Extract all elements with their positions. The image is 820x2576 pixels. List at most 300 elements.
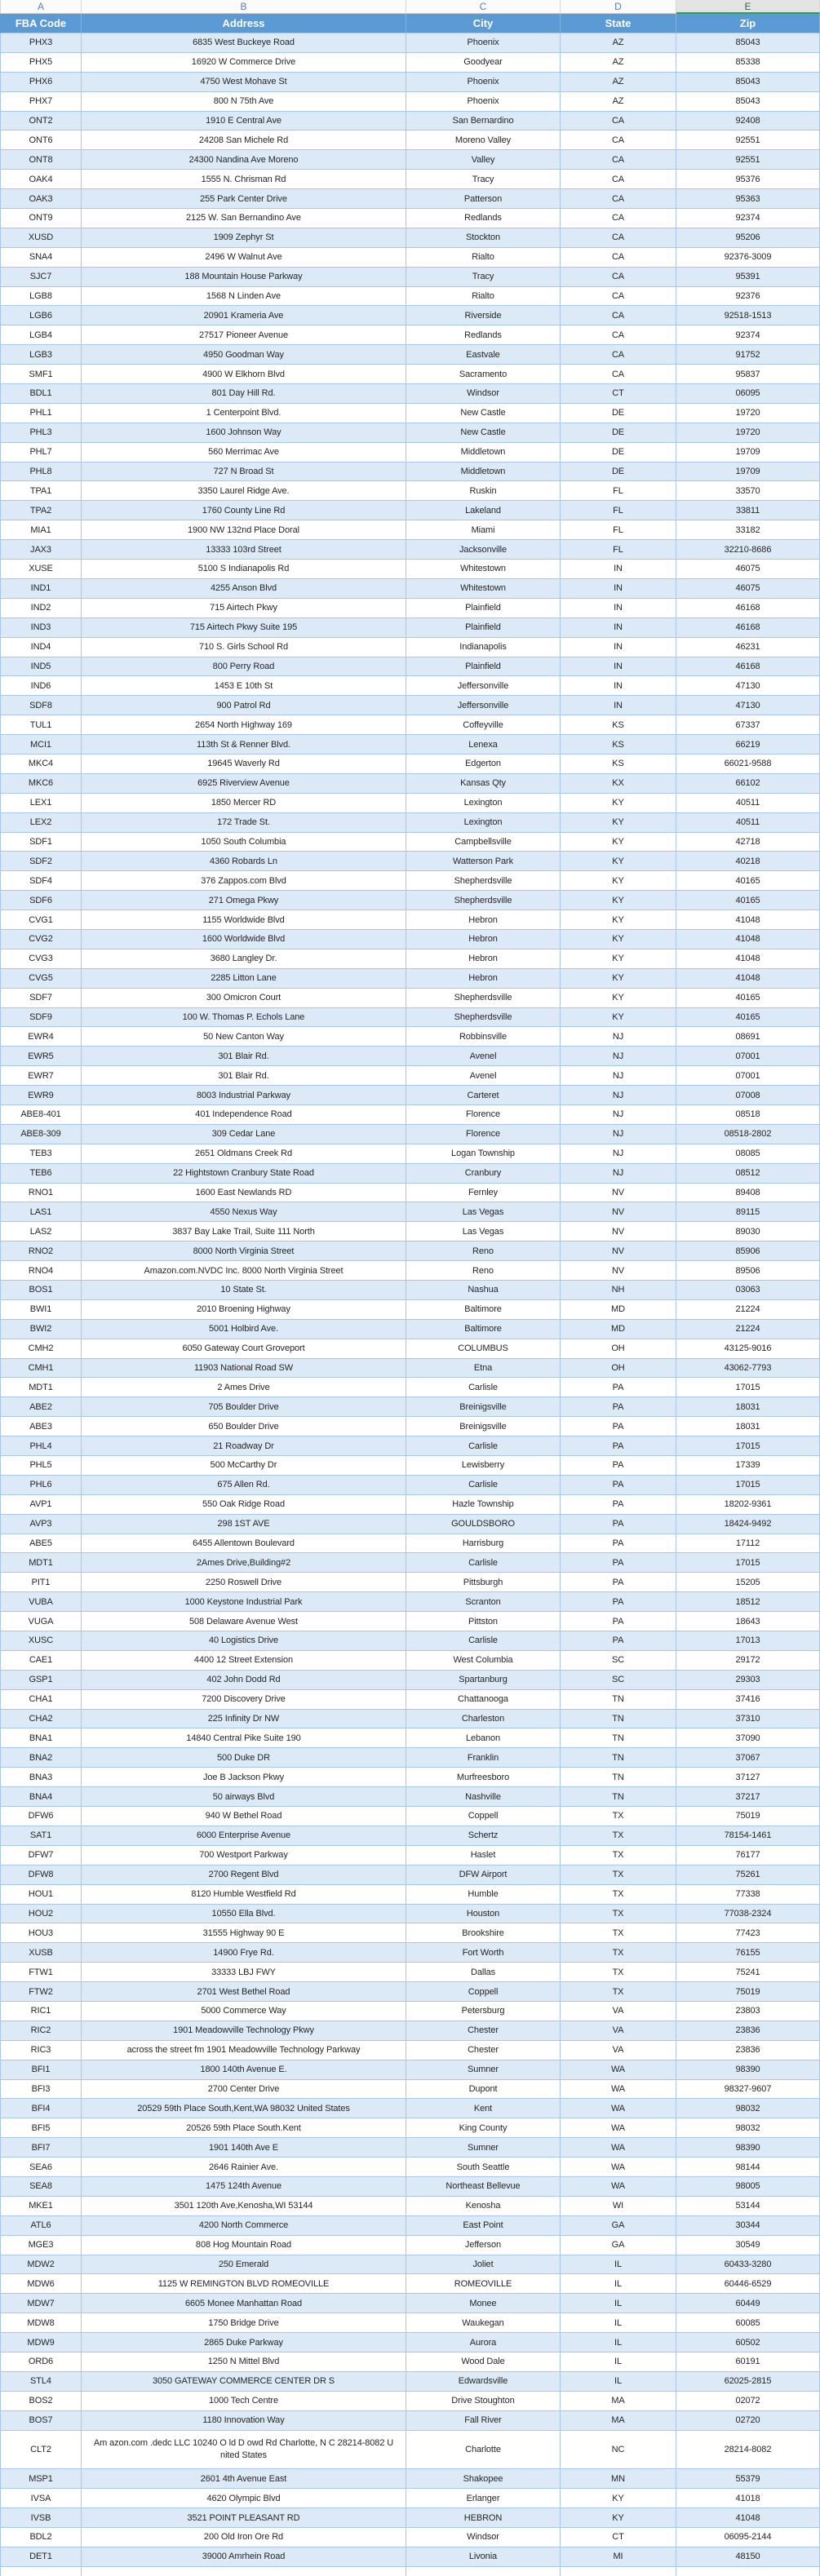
cell-address[interactable]: 3350 Laurel Ridge Ave. [82,481,406,501]
cell-fba-code[interactable]: MCI1 [0,735,82,755]
cell-address[interactable]: 6605 Monee Manhattan Road [82,2294,406,2313]
cell-state[interactable]: FL [561,481,676,501]
cell-state[interactable]: OH [561,1339,676,1359]
cell-city[interactable]: Hebron [406,910,561,930]
cell-address[interactable]: 20901 Krameria Ave [82,306,406,325]
cell-fba-code[interactable]: RNO4 [0,1261,82,1281]
cell-address[interactable]: 650 Boulder Drive [82,1417,406,1436]
cell-zip[interactable]: 60085 [676,2313,820,2333]
cell-fba-code[interactable]: PHX3 [0,33,82,53]
cell-fba-code[interactable]: BOS2 [0,2392,82,2411]
cell-zip[interactable]: 18202-9361 [676,1495,820,1515]
cell-city[interactable]: Kansas Qty [406,774,561,794]
cell-state[interactable]: KY [561,891,676,910]
cell-city[interactable]: Brookshire [406,1923,561,1943]
column-header-c[interactable]: C [406,0,561,14]
empty-cell[interactable] [676,2567,820,2576]
cell-zip[interactable]: 37067 [676,1748,820,1768]
cell-address[interactable]: 298 1ST AVE [82,1515,406,1534]
cell-state[interactable]: KY [561,910,676,930]
cell-address[interactable]: 2646 Rainier Ave. [82,2158,406,2177]
cell-fba-code[interactable]: MDT1 [0,1378,82,1397]
cell-fba-code[interactable]: BWI1 [0,1300,82,1320]
cell-city[interactable]: Murfreesboro [406,1768,561,1787]
cell-fba-code[interactable]: LAS2 [0,1222,82,1242]
cell-address[interactable]: 301 Blair Rd. [82,1047,406,1066]
cell-address[interactable]: 2Ames Drive,Building#2 [82,1553,406,1573]
cell-fba-code[interactable]: DFW8 [0,1866,82,1885]
cell-address[interactable]: 4400 12 Street Extension [82,1651,406,1671]
cell-fba-code[interactable]: VUGA [0,1612,82,1631]
cell-city[interactable]: Baltimore [406,1320,561,1339]
cell-fba-code[interactable]: LAS1 [0,1202,82,1222]
cell-state[interactable]: TX [561,1866,676,1885]
cell-fba-code[interactable]: MKE1 [0,2197,82,2216]
cell-address[interactable]: 39000 Amrhein Road [82,2547,406,2567]
cell-address[interactable]: 16920 W Commerce Drive [82,53,406,73]
cell-state[interactable]: NJ [561,1164,676,1184]
cell-city[interactable]: Chester [406,2021,561,2041]
cell-address[interactable]: Joe B Jackson Pkwy [82,1768,406,1787]
cell-fba-code[interactable]: SDF6 [0,891,82,910]
cell-city[interactable]: Logan Township [406,1144,561,1164]
cell-address[interactable]: 2700 Center Drive [82,2080,406,2100]
cell-address[interactable]: 10550 Ella Blvd. [82,1905,406,1924]
cell-city[interactable]: Lexington [406,813,561,833]
cell-zip[interactable]: 43125-9016 [676,1339,820,1359]
cell-fba-code[interactable]: XUSE [0,560,82,579]
cell-state[interactable]: PA [561,1553,676,1573]
cell-fba-code[interactable]: AVP3 [0,1515,82,1534]
cell-zip[interactable]: 32210-8686 [676,540,820,560]
cell-state[interactable]: NC [561,2431,676,2470]
cell-fba-code[interactable]: BOS7 [0,2411,82,2431]
cell-fba-code[interactable]: STL4 [0,2372,82,2392]
cell-zip[interactable]: 77423 [676,1923,820,1943]
cell-fba-code[interactable]: SJC7 [0,268,82,287]
cell-fba-code[interactable]: MDW9 [0,2333,82,2352]
cell-zip[interactable]: 89506 [676,1261,820,1281]
cell-state[interactable]: TX [561,1807,676,1826]
cell-fba-code[interactable]: BWI2 [0,1320,82,1339]
cell-zip[interactable]: 46168 [676,599,820,618]
cell-city[interactable]: Rialto [406,287,561,307]
cell-state[interactable]: TX [561,1923,676,1943]
cell-fba-code[interactable]: BNA4 [0,1787,82,1807]
cell-city[interactable]: Spartanburg [406,1671,561,1690]
cell-state[interactable]: WA [561,2138,676,2158]
cell-fba-code[interactable]: ABE8-309 [0,1125,82,1144]
cell-zip[interactable]: 62025-2815 [676,2372,820,2392]
cell-address[interactable]: 1125 W REMINGTON BLVD ROMEOVILLE [82,2274,406,2294]
cell-state[interactable]: CA [561,325,676,345]
cell-zip[interactable]: 40218 [676,852,820,871]
cell-city[interactable]: Chattanooga [406,1690,561,1710]
cell-fba-code[interactable]: PHL8 [0,463,82,482]
cell-state[interactable]: NV [561,1261,676,1281]
cell-zip[interactable]: 41048 [676,949,820,969]
cell-fba-code[interactable]: DFW7 [0,1846,82,1866]
cell-address[interactable]: 8000 North Virginia Street [82,1242,406,1261]
cell-state[interactable]: IN [561,696,676,715]
cell-fba-code[interactable]: BOS1 [0,1281,82,1300]
cell-city[interactable]: Scranton [406,1592,561,1612]
cell-city[interactable]: Pittsburgh [406,1573,561,1592]
cell-zip[interactable]: 06095-2144 [676,2528,820,2547]
cell-fba-code[interactable]: BNA2 [0,1748,82,1768]
cell-address[interactable]: 1900 NW 132nd Place Doral [82,520,406,540]
cell-fba-code[interactable]: BDL2 [0,2528,82,2547]
cell-address[interactable]: 14900 Frye Rd. [82,1943,406,1963]
cell-address[interactable]: 715 Airtech Pkwy Suite 195 [82,618,406,638]
cell-state[interactable]: WA [561,2118,676,2138]
cell-fba-code[interactable]: FTW1 [0,1963,82,1982]
cell-address[interactable]: 19645 Waverly Rd [82,755,406,774]
cell-zip[interactable]: 98144 [676,2158,820,2177]
cell-city[interactable]: Hazle Township [406,1495,561,1515]
cell-fba-code[interactable]: EWR4 [0,1027,82,1047]
cell-state[interactable]: KY [561,813,676,833]
cell-fba-code[interactable]: DFW6 [0,1807,82,1826]
cell-state[interactable]: KY [561,833,676,852]
cell-state[interactable]: IN [561,618,676,638]
cell-address[interactable]: 2496 W Walnut Ave [82,248,406,268]
cell-state[interactable]: PA [561,1592,676,1612]
cell-zip[interactable]: 92376 [676,287,820,307]
cell-fba-code[interactable]: XUSD [0,228,82,248]
header-cell-city[interactable]: City [406,14,561,33]
cell-fba-code[interactable]: EWR5 [0,1047,82,1066]
cell-state[interactable]: CA [561,228,676,248]
cell-city[interactable]: Shepherdsville [406,1008,561,1028]
cell-address[interactable]: 21 Roadway Dr [82,1436,406,1456]
cell-state[interactable]: PA [561,1612,676,1631]
cell-address[interactable]: 3050 GATEWAY COMMERCE CENTER DR S [82,2372,406,2392]
cell-fba-code[interactable]: IVSA [0,2489,82,2508]
cell-state[interactable]: WI [561,2197,676,2216]
cell-zip[interactable]: 37090 [676,1728,820,1748]
cell-city[interactable]: King County [406,2118,561,2138]
cell-address[interactable]: 500 Duke DR [82,1748,406,1768]
cell-city[interactable]: Miami [406,520,561,540]
cell-address[interactable]: Amazon.com.NVDC Inc. 8000 North Virginia Street [82,1261,406,1281]
cell-state[interactable]: SC [561,1651,676,1671]
cell-fba-code[interactable]: BDL1 [0,384,82,404]
cell-city[interactable]: Houston [406,1905,561,1924]
cell-city[interactable]: Hebron [406,969,561,989]
cell-zip[interactable]: 18512 [676,1592,820,1612]
cell-address[interactable]: 710 S. Girls School Rd [82,638,406,657]
cell-zip[interactable]: 66021-9588 [676,755,820,774]
cell-fba-code[interactable]: MDW7 [0,2294,82,2313]
cell-address[interactable]: 50 New Canton Way [82,1027,406,1047]
cell-zip[interactable]: 28214-8082 [676,2431,820,2470]
cell-city[interactable]: Redlands [406,325,561,345]
cell-fba-code[interactable]: MDW6 [0,2274,82,2294]
cell-state[interactable]: MI [561,2547,676,2567]
cell-city[interactable]: Waukegan [406,2313,561,2333]
cell-zip[interactable]: 19709 [676,463,820,482]
cell-zip[interactable]: 41048 [676,2508,820,2528]
cell-fba-code[interactable]: CMH1 [0,1359,82,1379]
cell-address[interactable]: 402 John Dodd Rd [82,1671,406,1690]
column-header-b[interactable]: B [82,0,406,14]
cell-state[interactable]: TN [561,1710,676,1729]
cell-city[interactable]: Wood Dale [406,2352,561,2372]
column-header-e-selected[interactable]: E [676,0,820,14]
cell-state[interactable]: IL [561,2352,676,2372]
cell-zip[interactable]: 41048 [676,930,820,949]
cell-city[interactable]: Coppell [406,1807,561,1826]
cell-address[interactable]: 1750 Bridge Drive [82,2313,406,2333]
cell-city[interactable]: Carlisle [406,1553,561,1573]
cell-zip[interactable]: 15205 [676,1573,820,1592]
cell-address[interactable]: 2654 North Highway 169 [82,715,406,735]
cell-fba-code[interactable]: MDW2 [0,2255,82,2275]
cell-city[interactable]: Florence [406,1105,561,1125]
cell-city[interactable]: ROMEOVILLE [406,2274,561,2294]
cell-zip[interactable]: 42718 [676,833,820,852]
cell-zip[interactable]: 19720 [676,423,820,443]
cell-address[interactable]: 1555 N. Chrisman Rd [82,170,406,189]
cell-fba-code[interactable]: ABE8-401 [0,1105,82,1125]
cell-fba-code[interactable]: SAT1 [0,1826,82,1846]
cell-address[interactable]: 1568 N Linden Ave [82,287,406,307]
cell-state[interactable]: PA [561,1456,676,1476]
cell-city[interactable]: Fernley [406,1184,561,1203]
cell-city[interactable]: Humble [406,1885,561,1905]
cell-state[interactable]: PA [561,1515,676,1534]
cell-address[interactable]: 20529 59th Place South,Kent,WA 98032 United States [82,2099,406,2118]
cell-city[interactable]: Shepherdsville [406,871,561,891]
cell-city[interactable]: COLUMBUS [406,1339,561,1359]
cell-address[interactable]: 2700 Regent Blvd [82,1866,406,1885]
cell-address[interactable]: 4620 Olympic Blvd [82,2489,406,2508]
cell-city[interactable]: Carlisle [406,1436,561,1456]
cell-fba-code[interactable]: ONT2 [0,112,82,131]
cell-state[interactable]: KS [561,735,676,755]
cell-zip[interactable]: 66219 [676,735,820,755]
cell-address[interactable]: 27517 Pioneer Avenue [82,325,406,345]
cell-fba-code[interactable]: CVG2 [0,930,82,949]
cell-zip[interactable]: 43062-7793 [676,1359,820,1379]
cell-state[interactable]: IN [561,676,676,696]
cell-fba-code[interactable]: TEB3 [0,1144,82,1164]
cell-city[interactable]: Monee [406,2294,561,2313]
cell-state[interactable]: WA [561,2177,676,2197]
cell-state[interactable]: WA [561,2099,676,2118]
cell-state[interactable]: KY [561,2489,676,2508]
cell-city[interactable]: Etna [406,1359,561,1379]
cell-zip[interactable]: 08518 [676,1105,820,1125]
cell-city[interactable]: Florence [406,1125,561,1144]
cell-state[interactable]: TN [561,1787,676,1807]
cell-address[interactable]: 309 Cedar Lane [82,1125,406,1144]
cell-city[interactable]: Las Vegas [406,1222,561,1242]
cell-address[interactable]: 33333 LBJ FWY [82,1963,406,1982]
cell-address[interactable]: 801 Day Hill Rd. [82,384,406,404]
cell-state[interactable]: IL [561,2255,676,2275]
cell-city[interactable]: Avenel [406,1066,561,1086]
cell-zip[interactable]: 53144 [676,2197,820,2216]
cell-address[interactable]: 40 Logistics Drive [82,1631,406,1651]
cell-zip[interactable]: 77338 [676,1885,820,1905]
cell-fba-code[interactable]: PHL5 [0,1456,82,1476]
cell-address[interactable]: 1155 Worldwide Blvd [82,910,406,930]
cell-address[interactable]: 800 N 75th Ave [82,92,406,112]
cell-address[interactable]: 508 Delaware Avenue West [82,1612,406,1631]
cell-city[interactable]: Jeffersonville [406,676,561,696]
cell-fba-code[interactable]: CAE1 [0,1651,82,1671]
cell-address[interactable]: 172 Trade St. [82,813,406,833]
cell-fba-code[interactable]: MDT1 [0,1553,82,1573]
cell-fba-code[interactable]: IND1 [0,579,82,599]
cell-fba-code[interactable]: IVSB [0,2508,82,2528]
cell-city[interactable]: Carlisle [406,1476,561,1495]
cell-city[interactable]: Avenel [406,1047,561,1066]
cell-city[interactable]: Hebron [406,949,561,969]
cell-address[interactable]: 188 Mountain House Parkway [82,268,406,287]
cell-fba-code[interactable]: IND5 [0,657,82,677]
cell-state[interactable]: TX [561,1982,676,2002]
cell-state[interactable]: KY [561,871,676,891]
cell-fba-code[interactable]: HOU3 [0,1923,82,1943]
cell-zip[interactable]: 17112 [676,1534,820,1554]
cell-state[interactable]: IN [561,599,676,618]
cell-address[interactable]: 13333 103rd Street [82,540,406,560]
cell-state[interactable]: PA [561,1476,676,1495]
cell-address[interactable]: 301 Blair Rd. [82,1066,406,1086]
cell-address[interactable]: 900 Patrol Rd [82,696,406,715]
cell-city[interactable]: Edgerton [406,755,561,774]
cell-zip[interactable]: 30549 [676,2236,820,2255]
cell-state[interactable]: PA [561,1573,676,1592]
cell-address[interactable]: 6000 Enterprise Avenue [82,1826,406,1846]
cell-zip[interactable]: 17339 [676,1456,820,1476]
cell-fba-code[interactable]: DET1 [0,2547,82,2567]
cell-fba-code[interactable]: IND3 [0,618,82,638]
cell-zip[interactable]: 08691 [676,1027,820,1047]
cell-fba-code[interactable]: MKC4 [0,755,82,774]
cell-fba-code[interactable]: EWR9 [0,1086,82,1105]
cell-zip[interactable]: 91752 [676,345,820,365]
cell-fba-code[interactable]: HOU1 [0,1885,82,1905]
cell-address[interactable]: 2701 West Bethel Road [82,1982,406,2002]
cell-zip[interactable]: 46168 [676,618,820,638]
cell-zip[interactable]: 89408 [676,1184,820,1203]
empty-cell[interactable] [0,2567,82,2576]
cell-city[interactable]: Edwardsville [406,2372,561,2392]
cell-fba-code[interactable]: PHL6 [0,1476,82,1495]
cell-state[interactable]: MD [561,1320,676,1339]
cell-address[interactable]: 1475 124th Avenue [82,2177,406,2197]
cell-zip[interactable]: 02720 [676,2411,820,2431]
cell-city[interactable]: Charleston [406,1710,561,1729]
cell-address[interactable]: 705 Boulder Drive [82,1397,406,1417]
cell-address[interactable]: 3501 120th Ave,Kenosha,WI 53144 [82,2197,406,2216]
cell-address[interactable]: across the street fm 1901 Meadowville Technology Parkway [82,2041,406,2060]
cell-city[interactable]: Moreno Valley [406,131,561,150]
cell-address[interactable]: 4255 Anson Blvd [82,579,406,599]
cell-address[interactable]: 1910 E Central Ave [82,112,406,131]
cell-fba-code[interactable]: TEB6 [0,1164,82,1184]
column-header-a[interactable]: A [0,0,82,14]
cell-address[interactable]: 1000 Keystone Industrial Park [82,1592,406,1612]
cell-address[interactable]: 3521 POINT PLEASANT RD [82,2508,406,2528]
cell-state[interactable]: AZ [561,92,676,112]
cell-zip[interactable]: 92551 [676,150,820,170]
cell-fba-code[interactable]: RIC1 [0,2002,82,2021]
cell-city[interactable]: Lebanon [406,1728,561,1748]
empty-cell[interactable] [82,2567,406,2576]
cell-city[interactable]: San Bernardino [406,112,561,131]
cell-state[interactable]: NV [561,1202,676,1222]
cell-city[interactable]: Carlisle [406,1378,561,1397]
cell-zip[interactable]: 98390 [676,2060,820,2080]
cell-zip[interactable]: 47130 [676,696,820,715]
cell-zip[interactable]: 92376-3009 [676,248,820,268]
cell-zip[interactable]: 40165 [676,891,820,910]
cell-city[interactable]: Phoenix [406,73,561,92]
cell-address[interactable]: 5100 S Indianapolis Rd [82,560,406,579]
cell-fba-code[interactable]: FTW2 [0,1982,82,2002]
cell-city[interactable]: Kenosha [406,2197,561,2216]
cell-state[interactable]: DE [561,423,676,443]
cell-state[interactable]: KY [561,949,676,969]
cell-city[interactable]: Charlotte [406,2431,561,2470]
cell-state[interactable]: CT [561,2528,676,2547]
cell-address[interactable]: 550 Oak Ridge Road [82,1495,406,1515]
cell-fba-code[interactable]: OAK3 [0,189,82,209]
cell-state[interactable]: KX [561,774,676,794]
cell-city[interactable]: Erlanger [406,2489,561,2508]
cell-fba-code[interactable]: PHX7 [0,92,82,112]
cell-zip[interactable]: 37217 [676,1787,820,1807]
cell-state[interactable]: CA [561,287,676,307]
cell-zip[interactable]: 29172 [676,1651,820,1671]
cell-address[interactable]: 675 Allen Rd. [82,1476,406,1495]
header-cell-fba-code[interactable]: FBA Code [0,14,82,33]
cell-fba-code[interactable]: ABE3 [0,1417,82,1436]
header-cell-zip[interactable]: Zip [676,14,820,33]
cell-zip[interactable]: 89030 [676,1222,820,1242]
cell-address[interactable]: 2285 Litton Lane [82,969,406,989]
cell-state[interactable]: MN [561,2469,676,2489]
cell-address[interactable]: 50 airways Blvd [82,1787,406,1807]
cell-fba-code[interactable]: XUSB [0,1943,82,1963]
cell-state[interactable]: CA [561,365,676,384]
cell-zip[interactable]: 18424-9492 [676,1515,820,1534]
cell-city[interactable]: Eastvale [406,345,561,365]
cell-city[interactable]: Valley [406,150,561,170]
cell-fba-code[interactable]: IND6 [0,676,82,696]
cell-state[interactable]: KY [561,989,676,1008]
cell-zip[interactable]: 60191 [676,2352,820,2372]
cell-fba-code[interactable]: CHA1 [0,1690,82,1710]
cell-city[interactable]: Schertz [406,1826,561,1846]
cell-state[interactable]: VA [561,2002,676,2021]
cell-city[interactable]: Jeffersonville [406,696,561,715]
cell-fba-code[interactable]: IND2 [0,599,82,618]
cell-zip[interactable]: 07001 [676,1066,820,1086]
cell-state[interactable]: KS [561,715,676,735]
cell-state[interactable]: KS [561,755,676,774]
cell-city[interactable]: Shepherdsville [406,989,561,1008]
cell-zip[interactable]: 17015 [676,1436,820,1456]
cell-state[interactable]: IN [561,560,676,579]
cell-zip[interactable]: 41048 [676,969,820,989]
cell-state[interactable]: NJ [561,1125,676,1144]
